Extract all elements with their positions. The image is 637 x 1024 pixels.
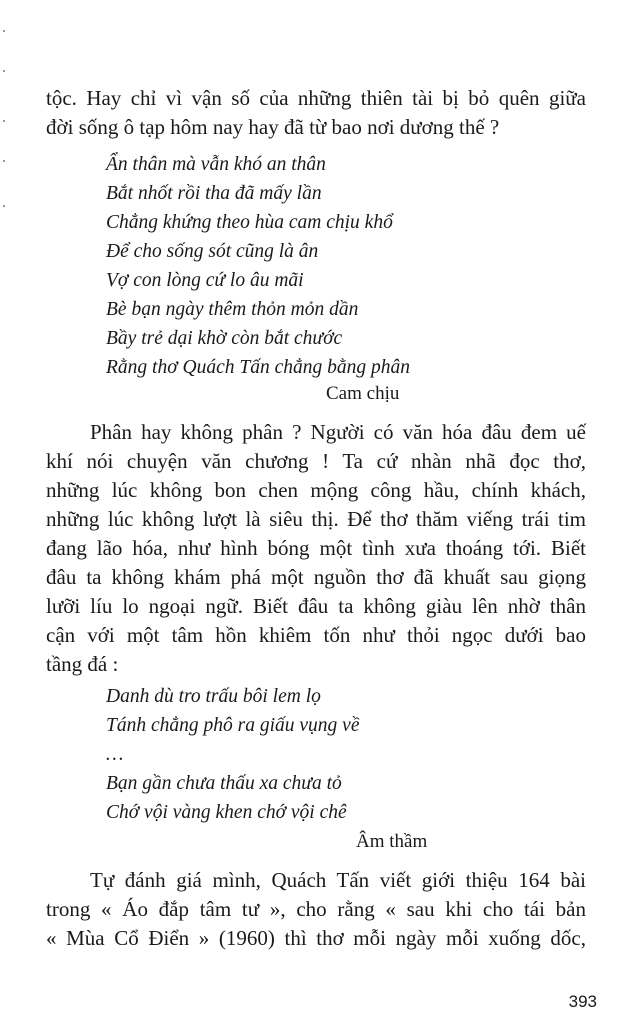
poem-line: Tánh chẳng phô ra giấu vụng về: [106, 715, 360, 736]
scan-edge-marks: [0, 0, 8, 220]
poem-line: Để cho sống sót cũng là ân: [106, 241, 319, 262]
poem-line: Vợ con lòng cứ lo âu mãi: [106, 270, 304, 291]
poem-title-cam-chiu: Cam chịu: [326, 383, 400, 404]
poem-line: Danh dù tro trấu bôi lem lọ: [106, 686, 321, 707]
page-number: 393: [568, 992, 597, 1011]
paragraph-line: cận với một tâm hồn khiêm tốn như thỏi ngọc dưới bao: [46, 623, 586, 647]
poem-cam-chiu: [106, 150, 410, 382]
poem-line: Chẳng khứng theo hùa cam chịu khổ: [106, 212, 393, 233]
poem-line: …: [106, 744, 124, 765]
poem-line: Bạn gần chưa thấu xa chưa tỏ: [106, 773, 342, 794]
paragraph-line: đang lão hóa, như hình bóng một tình xưa thoáng tới. Biết: [46, 536, 586, 560]
poem-title-am-tham: Âm thầm: [356, 831, 428, 852]
poem-line: Bè bạn ngày thêm thỏn mỏn dần: [106, 299, 359, 320]
paragraph-line: tầng đá :: [46, 652, 119, 676]
paragraph-line: đời sống ô tạp hôm nay hay đã từ bao nơi dương thế ?: [46, 115, 500, 139]
paragraph-line: những lúc không bon chen mộng công hầu, chính khách,: [46, 478, 586, 502]
paragraph-intro: [46, 84, 586, 142]
paragraph-line: khí nói chuyện văn chương ! Ta cứ nhàn nhã đọc thơ,: [46, 449, 586, 473]
poem-line: Bắt nhốt rồi tha đã mấy lần: [106, 183, 322, 204]
poem-line: Bầy trẻ dại khờ còn bắt chước: [106, 328, 343, 349]
poem-am-tham: [106, 682, 359, 827]
poem-line: Chớ vội vàng khen chớ vội chê: [106, 802, 347, 823]
paragraph-line: Tự đánh giá mình, Quách Tấn viết giới thiệu 164 bài: [90, 868, 586, 892]
paragraph-line: lưỡi líu lo ngoại ngữ. Biết đâu ta không giàu lên nhờ thân: [46, 594, 586, 618]
paragraph-phan: [46, 418, 586, 679]
paragraph-line: Phân hay không phân ? Người có văn hóa đâu đem uế: [90, 420, 586, 444]
poem-line: Ẩn thân mà vẫn khó an thân: [106, 154, 326, 175]
paragraph-line: « Mùa Cổ Điển » (1960) thì thơ mỗi ngày mỗi xuống dốc,: [46, 926, 586, 950]
paragraph-line: đâu ta không khám phá một nguồn thơ đã khuất sau giọng: [46, 565, 586, 589]
paragraph-line: tộc. Hay chỉ vì vận số của những thiên tài bị bỏ quên giữa: [46, 86, 586, 110]
paragraph-line: trong « Áo đắp tâm tư », cho rằng « sau khi cho tái bản: [46, 897, 586, 921]
paragraph-line: những lúc không lượt là siêu thị. Để thơ thăm viếng trái tim: [46, 507, 586, 531]
paragraph-final: [46, 866, 586, 953]
poem-line: Rằng thơ Quách Tấn chẳng bằng phân: [106, 357, 410, 378]
